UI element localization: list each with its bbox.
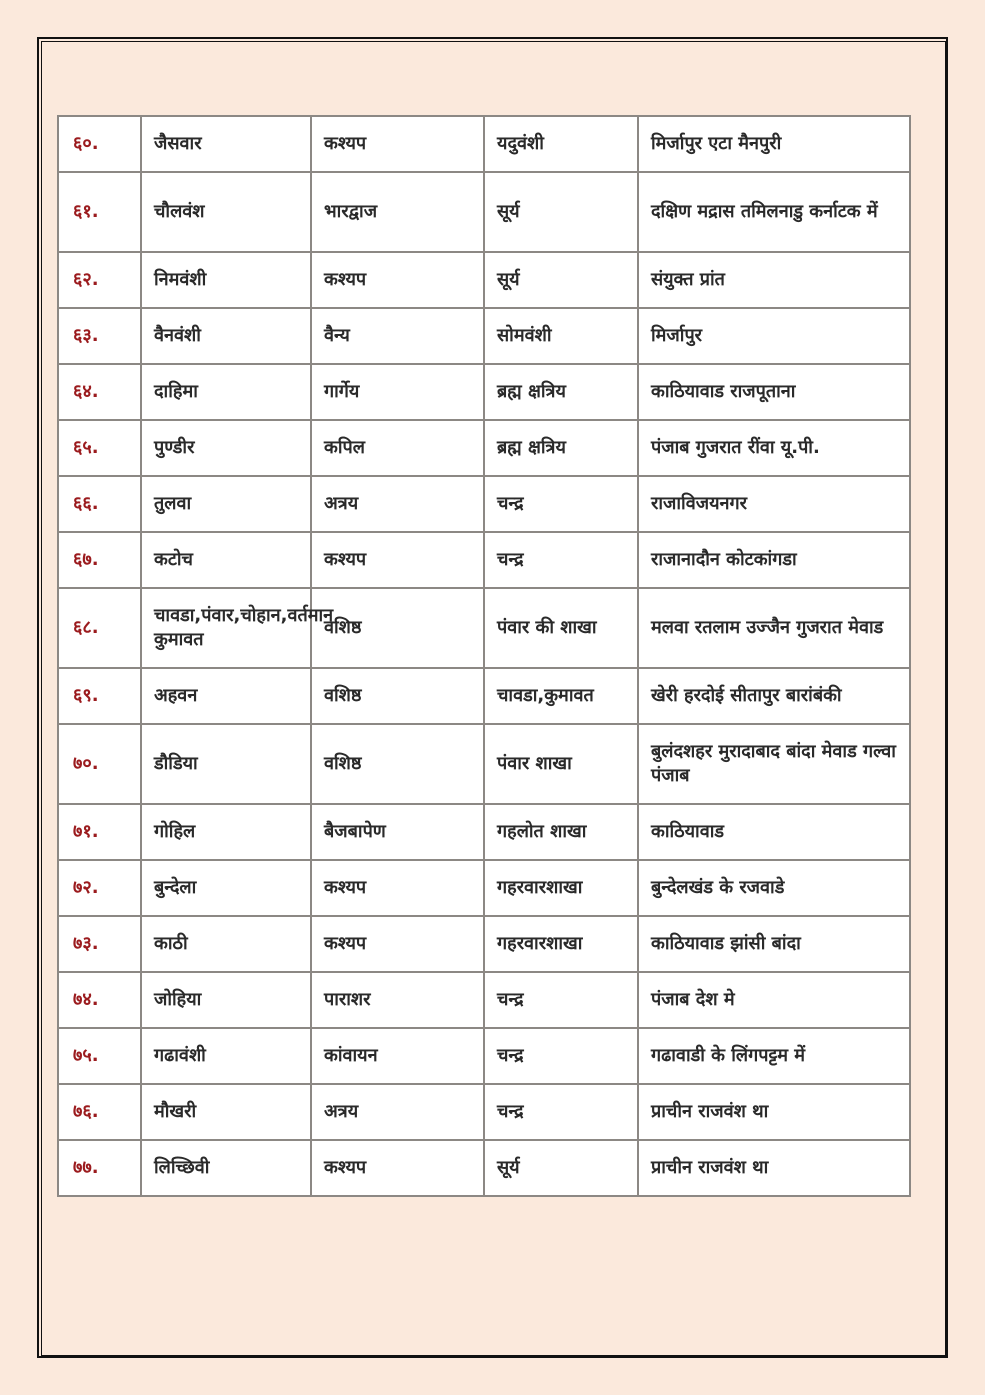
cell-vansh: पंवार शाखा bbox=[484, 724, 638, 804]
cell-clan-name: कटोच bbox=[141, 532, 311, 588]
cell-vansh: गहरवारशाखा bbox=[484, 916, 638, 972]
cell-region: खेरी हरदोई सीतापुर बारांबंकी bbox=[638, 668, 910, 724]
cell-gotra: कांवायन bbox=[311, 1028, 484, 1084]
cell-gotra: वैन्य bbox=[311, 308, 484, 364]
cell-region: प्राचीन राजवंश था bbox=[638, 1140, 910, 1196]
cell-clan-name: जोहिया bbox=[141, 972, 311, 1028]
cell-row-number: ७१. bbox=[58, 804, 141, 860]
cell-clan-name: चौलवंश bbox=[141, 172, 311, 252]
cell-vansh: चन्द्र bbox=[484, 1028, 638, 1084]
table-row bbox=[58, 172, 910, 252]
cell-region: दक्षिण मद्रास तमिलनाडु कर्नाटक में bbox=[638, 172, 910, 252]
cell-vansh: ब्रह्म क्षत्रिय bbox=[484, 364, 638, 420]
cell-row-number: ६६. bbox=[58, 476, 141, 532]
cell-vansh: ब्रह्म क्षत्रिय bbox=[484, 420, 638, 476]
cell-region: संयुक्त प्रांत bbox=[638, 252, 910, 308]
table-row bbox=[58, 420, 910, 476]
cell-clan-name: लिच्छिवी bbox=[141, 1140, 311, 1196]
table-row bbox=[58, 668, 910, 724]
cell-clan-name: डौडिया bbox=[141, 724, 311, 804]
cell-gotra: भारद्वाज bbox=[311, 172, 484, 252]
cell-region: मलवा रतलाम उज्जैन गुजरात मेवाड bbox=[638, 588, 910, 668]
cell-gotra: कश्यप bbox=[311, 116, 484, 172]
cell-clan-name: मौखरी bbox=[141, 1084, 311, 1140]
cell-clan-name: काठी bbox=[141, 916, 311, 972]
table-row bbox=[58, 252, 910, 308]
cell-clan-name: बुन्देला bbox=[141, 860, 311, 916]
cell-vansh: गहलोत शाखा bbox=[484, 804, 638, 860]
cell-gotra: कश्यप bbox=[311, 860, 484, 916]
table-body bbox=[58, 116, 910, 1196]
cell-region: पंजाब गुजरात रींवा यू.पी. bbox=[638, 420, 910, 476]
table-row bbox=[58, 1140, 910, 1196]
cell-region: बुलंदशहर मुरादाबाद बांदा मेवाड गल्वा पंजाब bbox=[638, 724, 910, 804]
cell-clan-name: निमवंशी bbox=[141, 252, 311, 308]
cell-clan-name: गोहिल bbox=[141, 804, 311, 860]
table-row bbox=[58, 804, 910, 860]
table-row bbox=[58, 476, 910, 532]
cell-row-number: ६३. bbox=[58, 308, 141, 364]
cell-gotra: अत्रय bbox=[311, 1084, 484, 1140]
cell-vansh: सूर्य bbox=[484, 252, 638, 308]
cell-gotra: कश्यप bbox=[311, 1140, 484, 1196]
cell-vansh: चन्द्र bbox=[484, 476, 638, 532]
cell-vansh: पंवार की शाखा bbox=[484, 588, 638, 668]
cell-vansh: सूर्य bbox=[484, 1140, 638, 1196]
cell-region: राजाविजयनगर bbox=[638, 476, 910, 532]
cell-row-number: ७७. bbox=[58, 1140, 141, 1196]
cell-region: काठियावाड राजपूताना bbox=[638, 364, 910, 420]
table-row bbox=[58, 308, 910, 364]
table-row bbox=[58, 588, 910, 668]
cell-region: गढावाडी के लिंगपट्टम में bbox=[638, 1028, 910, 1084]
cell-gotra: कपिल bbox=[311, 420, 484, 476]
cell-gotra: अत्रय bbox=[311, 476, 484, 532]
cell-gotra: कश्यप bbox=[311, 916, 484, 972]
cell-clan-name: गढावंशी bbox=[141, 1028, 311, 1084]
gotra-table bbox=[57, 115, 911, 1197]
cell-vansh: चन्द्र bbox=[484, 1084, 638, 1140]
cell-region: काठियावाड bbox=[638, 804, 910, 860]
cell-row-number: ६०. bbox=[58, 116, 141, 172]
table-row bbox=[58, 1028, 910, 1084]
cell-row-number: ६७. bbox=[58, 532, 141, 588]
cell-row-number: ७५. bbox=[58, 1028, 141, 1084]
cell-clan-name: अहवन bbox=[141, 668, 311, 724]
cell-row-number: ६२. bbox=[58, 252, 141, 308]
table-row bbox=[58, 860, 910, 916]
cell-clan-name: जैसवार bbox=[141, 116, 311, 172]
cell-row-number: ७२. bbox=[58, 860, 141, 916]
cell-clan-name: दाहिमा bbox=[141, 364, 311, 420]
cell-gotra: बैजबापेण bbox=[311, 804, 484, 860]
table-row bbox=[58, 532, 910, 588]
cell-clan-name: वैनवंशी bbox=[141, 308, 311, 364]
cell-row-number: ६५. bbox=[58, 420, 141, 476]
cell-row-number: ६८. bbox=[58, 588, 141, 668]
cell-vansh: गहरवारशाखा bbox=[484, 860, 638, 916]
cell-vansh: सूर्य bbox=[484, 172, 638, 252]
cell-row-number: ७०. bbox=[58, 724, 141, 804]
cell-clan-name: पुण्डीर bbox=[141, 420, 311, 476]
cell-region: बुन्देलखंड के रजवाडे bbox=[638, 860, 910, 916]
cell-row-number: ६१. bbox=[58, 172, 141, 252]
table-row bbox=[58, 724, 910, 804]
cell-region: राजानादौन कोटकांगडा bbox=[638, 532, 910, 588]
cell-gotra: पाराशर bbox=[311, 972, 484, 1028]
cell-row-number: ७३. bbox=[58, 916, 141, 972]
table-row bbox=[58, 364, 910, 420]
cell-gotra: वशिष्ठ bbox=[311, 668, 484, 724]
table-row bbox=[58, 972, 910, 1028]
cell-region: मिर्जापुर bbox=[638, 308, 910, 364]
cell-vansh: यदुवंशी bbox=[484, 116, 638, 172]
cell-row-number: ७६. bbox=[58, 1084, 141, 1140]
cell-region: प्राचीन राजवंश था bbox=[638, 1084, 910, 1140]
cell-gotra: कश्यप bbox=[311, 532, 484, 588]
cell-vansh: चन्द्र bbox=[484, 532, 638, 588]
table-row bbox=[58, 1084, 910, 1140]
cell-region: पंजाब देश मे bbox=[638, 972, 910, 1028]
cell-gotra: गार्गेय bbox=[311, 364, 484, 420]
cell-clan-name: तुलवा bbox=[141, 476, 311, 532]
cell-region: काठियावाड झांसी बांदा bbox=[638, 916, 910, 972]
cell-clan-name: चावडा,पंवार,चोहान,वर्तमान कुमावत bbox=[141, 588, 311, 668]
cell-vansh: सोमवंशी bbox=[484, 308, 638, 364]
cell-row-number: ७४. bbox=[58, 972, 141, 1028]
cell-gotra: कश्यप bbox=[311, 252, 484, 308]
cell-region: मिर्जापुर एटा मैनपुरी bbox=[638, 116, 910, 172]
cell-vansh: चन्द्र bbox=[484, 972, 638, 1028]
cell-vansh: चावडा,कुमावत bbox=[484, 668, 638, 724]
table-row bbox=[58, 116, 910, 172]
cell-gotra: वशिष्ठ bbox=[311, 724, 484, 804]
cell-gotra: वशिष्ठ bbox=[311, 588, 484, 668]
cell-row-number: ६४. bbox=[58, 364, 141, 420]
table-row bbox=[58, 916, 910, 972]
cell-row-number: ६९. bbox=[58, 668, 141, 724]
